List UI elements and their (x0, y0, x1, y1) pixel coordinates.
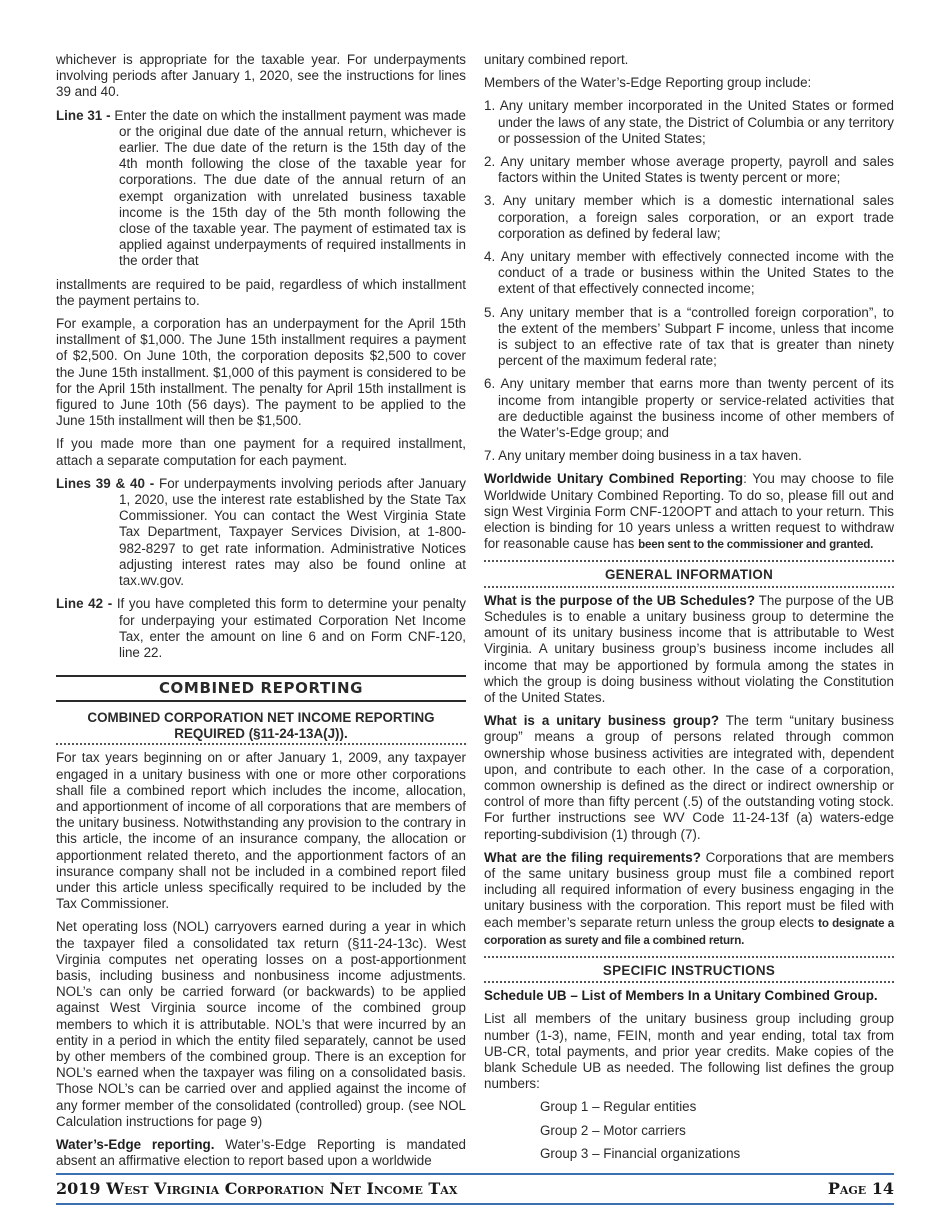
filing-requirements-tail: to designate a corporation as surety and file a combined return. (484, 916, 894, 947)
line-42-text: If you have completed this form to determine your penalty for underpaying your estimated Corporation Net Income Tax, enter the amount on line 6 and on Form CNF-120, line 22. (116, 596, 466, 660)
list-item: 5. Any unitary member that is a “controlled foreign corporation”, to the extent of the members’ Subpart F income, unless that income is subject to an effective rate of tax that is greater than ninety percent of the maximum federal rate; (484, 304, 894, 369)
left-column (56, 52, 466, 1176)
list-item: 1. Any unitary member incorporated in the United States or formed under the laws of any state, the District of Columbia or any territory or possession of the United States; (484, 98, 894, 146)
right-column (484, 52, 894, 1169)
filing-requirements-question: What are the filing requirements? (484, 849, 701, 865)
unitary-group-paragraph (484, 713, 894, 843)
installments-paragraph: installments are required to be paid, regardless of which installment the payment pertains to. (56, 276, 466, 308)
worldwide-text: : You may choose to file Worldwide Unitary Combined Reporting. To do so, please fill out and sign West Virginia Form CNF-120OPT and attach to your return. This election is binding for 10 years unless a written request to withdraw for reasonable cause has (484, 471, 894, 552)
unitary-group-answer: The term “unitary business group” means a group of persons related through common ownership whose business activities are integrated with, dependent upon, and contribute to each other. In the case of a corporation, common ownership is defined as the direct or indirect ownership or control of more than fifty percent (.5) of the outstanding voting stock. For further instructions see WV Code 11-24-13f (a) waters-edge reporting-subdivision (1) through (7). (484, 713, 894, 842)
waters-edge-paragraph (56, 1137, 466, 1169)
intro-paragraph: whichever is appropriate for the taxable year. For underpayments involving periods after January 1, 2020, see the instructions for lines 39 and 40. (56, 52, 466, 100)
line-31-label: Line 31 - (56, 107, 111, 123)
unitary-continuation: unitary combined report. (484, 52, 629, 67)
schedule-ub-title (484, 988, 894, 1004)
tax-years-paragraph: For tax years beginning on or after January 1, 2009, any taxpayer engaged in a unitary business with one or more other corporations shall file a combined report which includes the income, allocation, and apportionment of income of all corporations that are members of the unitary business. Notwithstanding any provision to the contrary in this article, the income of an insurance company, the allocation or apportionment related thereto, and the apportionment factors of an insurance company shall not be included in a combined report filed under this article unless specifically required to be included by the Tax Commissioner. (56, 750, 466, 912)
nol-paragraph: Net operating loss (NOL) carryovers earned during a year in which the taxpayer filed a consolidated tax return (§11-24-13c). West Virginia computes net operating losses on a post-apportionment basis, including business and nonbusiness income adjustments. NOL’s can only be carried forward (or backwards) to be applied against West Virginia source income of the combined group members to which it is attributable. NOL’s that were incurred by an entity in a period in which the entity filed separately, cannot be used by other members of the combined group. There is an exception for NOL’s earned when the taxpayer was filing on a consolidated basis. Those NOL’s can be carried over and applied against the income of any former member of the consolidated (controlled) group. (see NOL Calculation instructions for page 9) (56, 919, 466, 1129)
list-item: 4. Any unitary member with effectively connected income with the conduct of a trade or business within the United States to the extent of that effectively connected income; (484, 249, 894, 297)
members-list (484, 98, 894, 464)
list-item: Group 3 – Financial organizations (540, 1145, 741, 1161)
line-42-instruction (56, 596, 466, 661)
specific-instructions-heading: SPECIFIC INSTRUCTIONS (602, 962, 776, 978)
lines-39-40-label: Lines 39 & 40 - (56, 475, 155, 491)
worldwide-tail: been sent to the commissioner and granted. (638, 538, 874, 552)
list-item: Group 1 – Regular entities (540, 1099, 697, 1115)
more-payments-paragraph: If you made more than one payment for a required installment, attach a separate computation for each payment. (56, 436, 466, 468)
page-footer (56, 1173, 894, 1205)
page-number: Page 14 (827, 1179, 894, 1198)
unitary-group-question: What is a unitary business group? (484, 713, 719, 729)
combined-reporting-subheading: COMBINED CORPORATION NET INCOME REPORTING REQUIRED (§11-24-13A(J)). (87, 710, 435, 741)
dotted-divider (484, 956, 894, 958)
worldwide-paragraph (484, 471, 894, 553)
list-item: 6. Any unitary member that earns more than twenty percent of its income from intangible property or service-related activities that are deductible against the business income of other members of the Water’s-Edge group; and (484, 376, 894, 441)
dotted-divider (484, 560, 894, 562)
dotted-divider (56, 743, 466, 745)
line-31-instruction (56, 108, 466, 270)
combined-reporting-heading: COMBINED REPORTING (56, 675, 466, 702)
general-information-heading: GENERAL INFORMATION (604, 567, 774, 583)
filing-requirements-paragraph (484, 850, 894, 949)
example-paragraph: For example, a corporation has an underpayment for the April 15th installment of $1,000. The June 15th installment requires a payment of $2,500. On June 10th, the corporation deposits $2,500 to cover the June 15th installment. $1,000 of this payment is considered to be for the April 15th installment. The penalty for April 15th installment is figured to June 10th (56 days). The payment to be applied to the June 15th installment will then be $1,500. (56, 316, 466, 429)
waters-edge-label: Water’s-Edge reporting. (56, 1136, 215, 1152)
footer-title: 2019 West Virginia Corporation Net Income Tax (56, 1179, 458, 1198)
lines-39-40-instruction (56, 476, 466, 589)
worldwide-label: Worldwide Unitary Combined Reporting (484, 471, 744, 487)
dotted-divider (484, 586, 894, 588)
purpose-question: What is the purpose of the UB Schedules? (484, 592, 756, 608)
list-item: 2. Any unitary member whose average property, payroll and sales factors within the United States is twenty percent or more; (484, 154, 894, 186)
purpose-paragraph (484, 593, 894, 706)
list-item: 3. Any unitary member which is a domestic international sales corporation, a foreign sales corporation, or an export trade corporation as defined by federal law; (484, 193, 894, 241)
schedule-ub-label: Schedule UB – List of Members In a Unitary Combined Group. (484, 988, 878, 1004)
lines-39-40-text: For underpayments involving periods after January 1, 2020, use the interest rate established by the State Tax Commissioner. You can contact the West Virginia State Tax Department, Taxpayer Services Division, at 1-800-982-8297 to get rate information. Administrative Notices adjusting interest rates may also be found online at tax.wv.gov. (119, 475, 466, 589)
members-intro: Members of the Water’s-Edge Reporting group include: (484, 75, 812, 91)
line-42-label: Line 42 - (56, 596, 113, 612)
waters-edge-text: Water’s-Edge Reporting is mandated absent an affirmative election to report based upon a worldwide (56, 1136, 466, 1169)
list-item: 7. Any unitary member doing business in a tax haven. (484, 448, 802, 464)
group-numbers-list (484, 1099, 894, 1162)
list-item: Group 2 – Motor carriers (540, 1122, 686, 1138)
filing-requirements-answer: Corporations that are members of the same unitary business group must file a combined report including all required information of every business engaging in the unitary business with the corporation. This report must be filed with each member’s separate return unless the group elects (484, 849, 894, 930)
purpose-answer: The purpose of the UB Schedules is to enable a unitary business group to determine the amount of its unitary business income that is attributable to West Virginia. A unitary business group’s business income includes all income that may be apportioned by formula among the states in which the group is doing business without violating the Constitution of the United States. (484, 592, 894, 705)
line-31-text: Enter the date on which the installment payment was made or the original due date of the annual return, whichever is earlier. The due date of the return is the 15th day of the 4th month following the close of the taxable year for corporations. The due date of the annual return of an exempt organization with unrelated business taxable income is the 15th day of the 5th month following the close of the taxable year. The payment of estimated tax is applied against underpayments of required installments in the order that (114, 107, 466, 269)
dotted-divider (484, 981, 894, 983)
list-members-paragraph: List all members of the unitary business group including group number (1-3), name, FEIN, month and year ending, total tax from UB-CR, total payments, and prior year credits. Make copies of the blank Schedule UB as needed. The following list defines the group numbers: (484, 1011, 894, 1092)
